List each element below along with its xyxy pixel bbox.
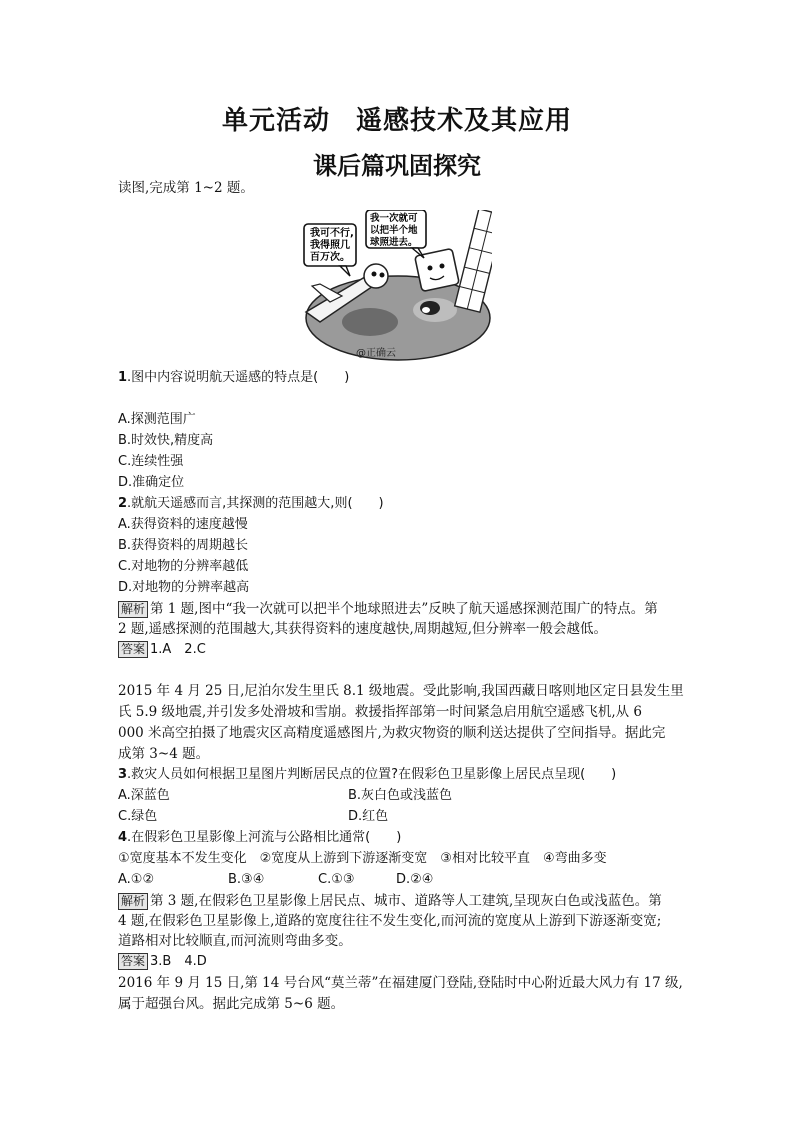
- q2-option-a: A.获得资料的速度越慢: [118, 517, 248, 532]
- analysis-1-line-1: 解析 第 1 题,图中“我一次就可以把半个地球照进去”反映了航天遥感探测范围广的特点。第: [118, 599, 658, 619]
- answer-1: 答案 1.A 2.C: [118, 639, 206, 660]
- page-subtitle: 课后篇巩固探究: [313, 152, 481, 180]
- bubble-left-line-2: 我得照几: [310, 240, 350, 251]
- question-2: 2.就航天遥感而言,其探测的范围越大,则( ): [118, 496, 384, 511]
- answer-2: 答案 3.B 4.D: [118, 951, 207, 972]
- bubble-right-line-3: 球照进去。: [370, 237, 418, 248]
- analysis-1-line-2: 2 题,遥感探测的范围越大,其获得资料的速度越快,周期越短,但分辨率一般会越低。: [118, 621, 608, 637]
- q3-options-row-2: C.绿色 D.红色: [118, 809, 389, 824]
- analysis-tag: 解析: [118, 601, 148, 618]
- q4-statements: ①宽度基本不发生变化 ②宽度从上游到下游逐渐变宽 ③相对比较平直 ④弯曲多变: [118, 851, 607, 866]
- q1-option-a: A.探测范围广: [118, 412, 196, 427]
- q4-options: A.①② B.③④ C.①③ D.②④: [118, 872, 434, 887]
- q1-option-d: D.准确定位: [118, 475, 185, 490]
- question-3: 3.救灾人员如何根据卫星图片判断居民点的位置?在假彩色卫星影像上居民点呈现( ): [118, 767, 617, 782]
- q2-option-c: C.对地物的分辨率越低: [118, 559, 249, 574]
- answer-tag: 答案: [118, 641, 148, 658]
- bubble-left-line-3: 百万次。: [310, 252, 350, 263]
- bubble-right-line-1: 我一次就可: [370, 213, 418, 224]
- analysis-2-line-3: 道路相对比较顺直,而河流则弯曲多变。: [118, 933, 352, 949]
- passage-2-line-3: 000 米高空拍摄了地震灾区高精度遥感图片,为救灾物资的顺利送达提供了空间指导。据此完: [118, 725, 666, 741]
- passage-3-line-1: 2016 年 9 月 15 日,第 14 号台风“莫兰蒂”在福建厦门登陆,登陆时中心附近最大风力有 17 级,: [118, 975, 683, 991]
- intro-text: 读图,完成第 1~2 题。: [118, 180, 254, 196]
- analysis-tag: 解析: [118, 893, 148, 910]
- passage-2-line-1: 2015 年 4 月 25 日,尼泊尔发生里氏 8.1 级地震。受此影响,我国西藏日喀则地区定日县发生里: [118, 683, 684, 699]
- watermark-text: @正确云: [356, 348, 396, 359]
- satellite-cartoon-illustration: [300, 210, 492, 362]
- passage-2-line-2: 氏 5.9 级地震,并引发多处滑坡和雪崩。救援指挥部第一时间紧急启用航空遥感飞机,从 6: [118, 704, 643, 720]
- answer-tag: 答案: [118, 953, 148, 970]
- q1-option-c: C.连续性强: [118, 454, 184, 469]
- page-title: 单元活动 遥感技术及其应用: [221, 106, 573, 136]
- analysis-2-line-2: 4 题,在假彩色卫星影像上,道路的宽度往往不发生变化,而河流的宽度从上游到下游逐渐变宽;: [118, 913, 662, 929]
- q2-option-b: B.获得资料的周期越长: [118, 538, 249, 553]
- passage-3-line-2: 属于超强台风。据此完成第 5~6 题。: [118, 996, 345, 1012]
- question-1: 1.图中内容说明航天遥感的特点是( ): [118, 370, 350, 385]
- q1-option-b: B.时效快,精度高: [118, 433, 214, 448]
- bubble-right-line-2: 以把半个地: [370, 225, 418, 236]
- bubble-left-line-1: 我可不行,: [310, 228, 354, 239]
- passage-2-line-4: 成第 3~4 题。: [118, 746, 210, 762]
- question-4: 4.在假彩色卫星影像上河流与公路相比通常( ): [118, 830, 402, 845]
- q2-option-d: D.对地物的分辨率越高: [118, 580, 250, 595]
- analysis-2-line-1: 解析 第 3 题,在假彩色卫星影像上居民点、城市、道路等人工建筑,呈现灰白色或浅蓝色。第: [118, 891, 662, 911]
- q3-options-row-1: A.深蓝色 B.灰白色或浅蓝色: [118, 788, 453, 803]
